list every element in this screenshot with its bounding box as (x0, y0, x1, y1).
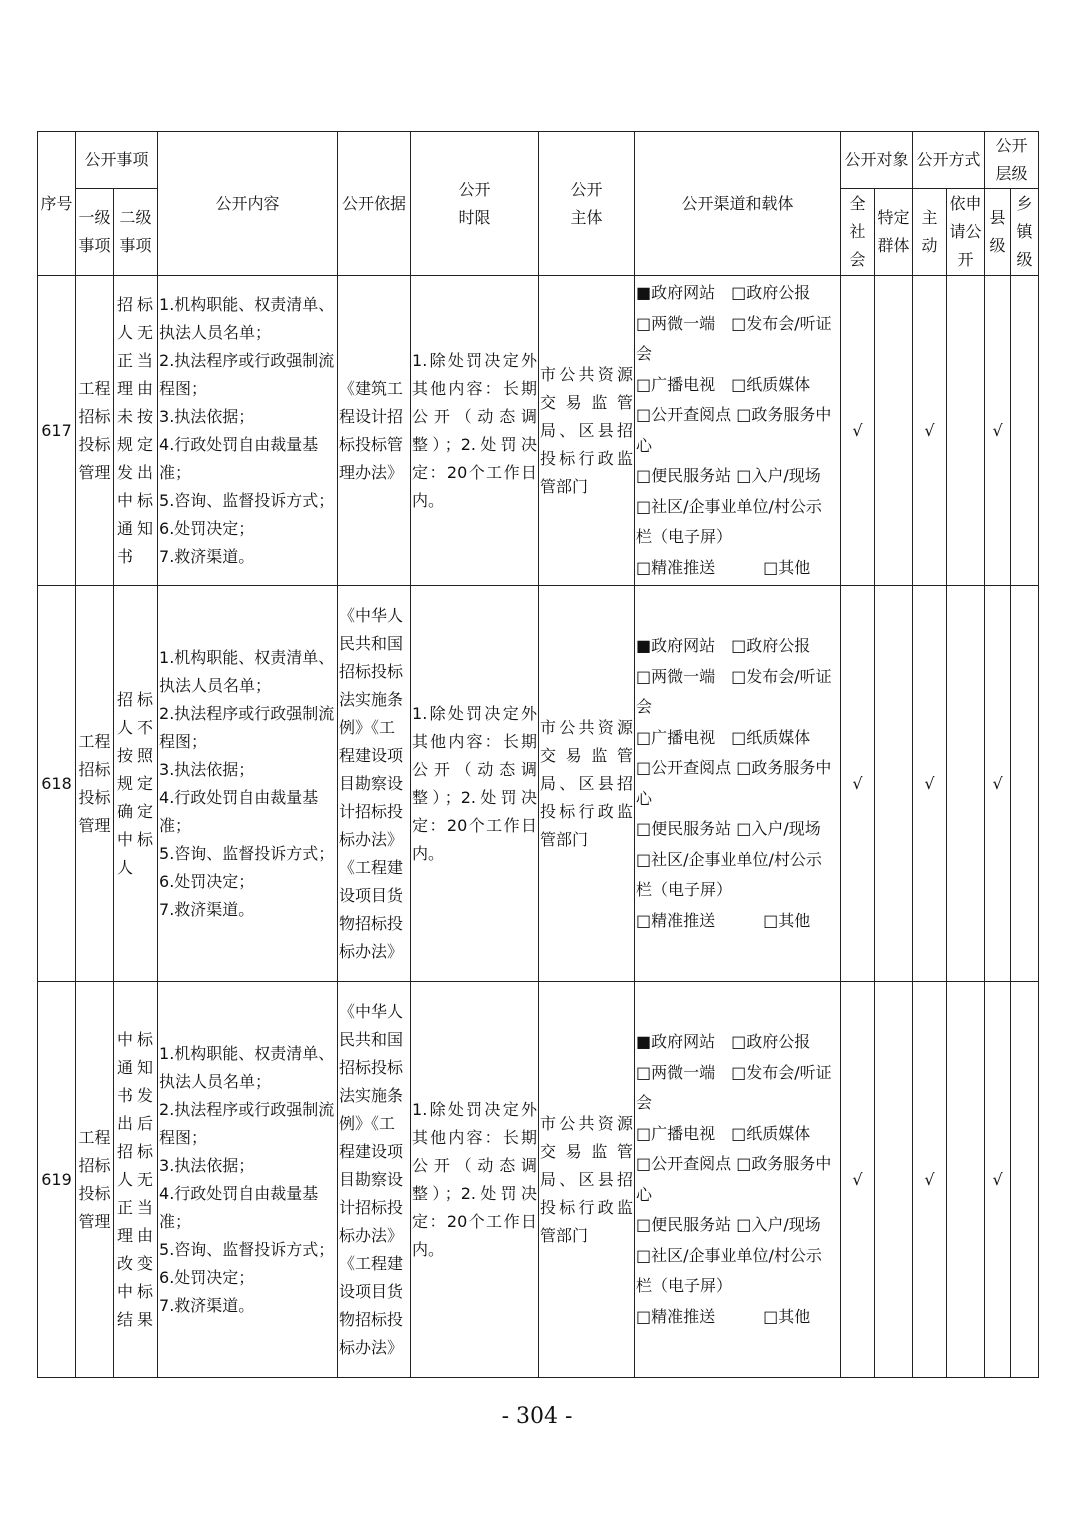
row-level1: 工程招标投标管理 (76, 586, 114, 982)
row-channel: ■政府网站 □政府公报 □两微一端 □发布会/听证 会 □广播电视 □纸质媒体 □公开查阅点 □政务服务中 心 □便民服务站 □入户/现场 □社区/企事业单位/村公示 栏（电子屏） □精准推送 □其他 (635, 586, 841, 982)
row-channel: ■政府网站 □政府公报 □两微一端 □发布会/听证 会 □广播电视 □纸质媒体 □公开查阅点 □政务服务中 心 □便民服务站 □入户/现场 □社区/企事业单位/村公示 栏（电子屏） □精准推送 □其他 (635, 982, 841, 1378)
header-channel: 公开渠道和载体 (635, 132, 841, 276)
row-level-county: √ (985, 982, 1011, 1378)
header-level1: 一级事项 (76, 189, 114, 276)
table-row (38, 276, 1039, 586)
row-basis: 《中华人民共和国招标投标法实施条例》《工程建设项目勘察设计招标投标办法》《工程建设项目货物招标投标办法》 (338, 982, 411, 1378)
table-row (38, 982, 1039, 1378)
row-level-town (1011, 982, 1039, 1378)
row-time-limit: 1.除处罚决定外其他内容：长期公开（动态调整）；2.处罚决定：20个工作日内。 (411, 586, 539, 982)
row-target-all: √ (841, 276, 875, 586)
disclosure-table (37, 131, 1039, 1378)
header-seq: 序号 (38, 132, 76, 276)
row-content: 1.机构职能、权责清单、执法人员名单； 2.执法程序或行政强制流程图； 3.执法依据； 4.行政处罚自由裁量基准； 5.咨询、监督投诉方式； 6.处罚决定； 7.救济渠道。 (158, 982, 338, 1378)
header-target-specific: 特定群体 (875, 189, 913, 276)
header-subject: 公开主体 (539, 132, 635, 276)
row-level1: 工程招标投标管理 (76, 276, 114, 586)
header-row-1 (38, 132, 1039, 189)
header-level2: 二级事项 (114, 189, 158, 276)
row-level2: 中标通知书发出后招标人无正当理由改变中标结果 (114, 982, 158, 1378)
row-level-county: √ (985, 586, 1011, 982)
header-time-limit: 公开时限 (411, 132, 539, 276)
row-subject: 市公共资源交易监管局、区县招投标行政监管部门 (539, 586, 635, 982)
row-method-active: √ (913, 982, 947, 1378)
row-level1: 工程招标投标管理 (76, 982, 114, 1378)
row-seq: 617 (38, 276, 76, 586)
header-basis: 公开依据 (338, 132, 411, 276)
row-level-town (1011, 276, 1039, 586)
header-method-active: 主动 (913, 189, 947, 276)
row-target-all: √ (841, 982, 875, 1378)
row-level-town (1011, 586, 1039, 982)
row-method-request (947, 982, 985, 1378)
row-seq: 619 (38, 982, 76, 1378)
row-seq: 618 (38, 586, 76, 982)
header-content: 公开内容 (158, 132, 338, 276)
header-level-town: 乡镇级 (1011, 189, 1039, 276)
row-time-limit: 1.除处罚决定外其他内容：长期公开（动态调整）；2.处罚决定：20个工作日内。 (411, 982, 539, 1378)
row-basis: 《中华人民共和国招标投标法实施条例》《工程建设项目勘察设计招标投标办法》《工程建设项目货物招标投标办法》 (338, 586, 411, 982)
header-target-all: 全社会 (841, 189, 875, 276)
row-content: 1.机构职能、权责清单、执法人员名单； 2.执法程序或行政强制流程图； 3.执法依据； 4.行政处罚自由裁量基准； 5.咨询、监督投诉方式； 6.处罚决定； 7.救济渠道。 (158, 276, 338, 586)
row-subject: 市公共资源交易监管局、区县招投标行政监管部门 (539, 982, 635, 1378)
row-target-specific (875, 982, 913, 1378)
row-method-request (947, 276, 985, 586)
row-channel: ■政府网站 □政府公报 □两微一端 □发布会/听证 会 □广播电视 □纸质媒体 □公开查阅点 □政务服务中 心 □便民服务站 □入户/现场 □社区/企事业单位/村公示 栏（电子屏） □精准推送 □其他 (635, 276, 841, 586)
row-method-active: √ (913, 586, 947, 982)
row-basis: 《建筑工程设计招标投标管理办法》 (338, 276, 411, 586)
header-level-county: 县级 (985, 189, 1011, 276)
row-target-all: √ (841, 586, 875, 982)
row-time-limit: 1.除处罚决定外其他内容：长期公开（动态调整）；2.处罚决定：20个工作日内。 (411, 276, 539, 586)
header-target-group: 公开对象 (841, 132, 913, 189)
row-level-county: √ (985, 276, 1011, 586)
page-number: - 304 - (501, 1404, 573, 1429)
row-method-request (947, 586, 985, 982)
row-target-specific (875, 586, 913, 982)
row-level2: 招标人不按照规定确定中标人 (114, 586, 158, 982)
row-content: 1.机构职能、权责清单、执法人员名单； 2.执法程序或行政强制流程图； 3.执法依据； 4.行政处罚自由裁量基准； 5.咨询、监督投诉方式； 6.处罚决定； 7.救济渠道。 (158, 586, 338, 982)
row-method-active: √ (913, 276, 947, 586)
row-subject: 市公共资源交易监管局、区县招投标行政监管部门 (539, 276, 635, 586)
header-method-request: 依申请公开 (947, 189, 985, 276)
header-method-group: 公开方式 (913, 132, 985, 189)
table-row (38, 586, 1039, 982)
row-target-specific (875, 276, 913, 586)
row-level2: 招标人无正当理由未按规定发出中标通知书 (114, 276, 158, 586)
header-items-group: 公开事项 (76, 132, 158, 189)
header-level-group: 公开层级 (985, 132, 1039, 189)
